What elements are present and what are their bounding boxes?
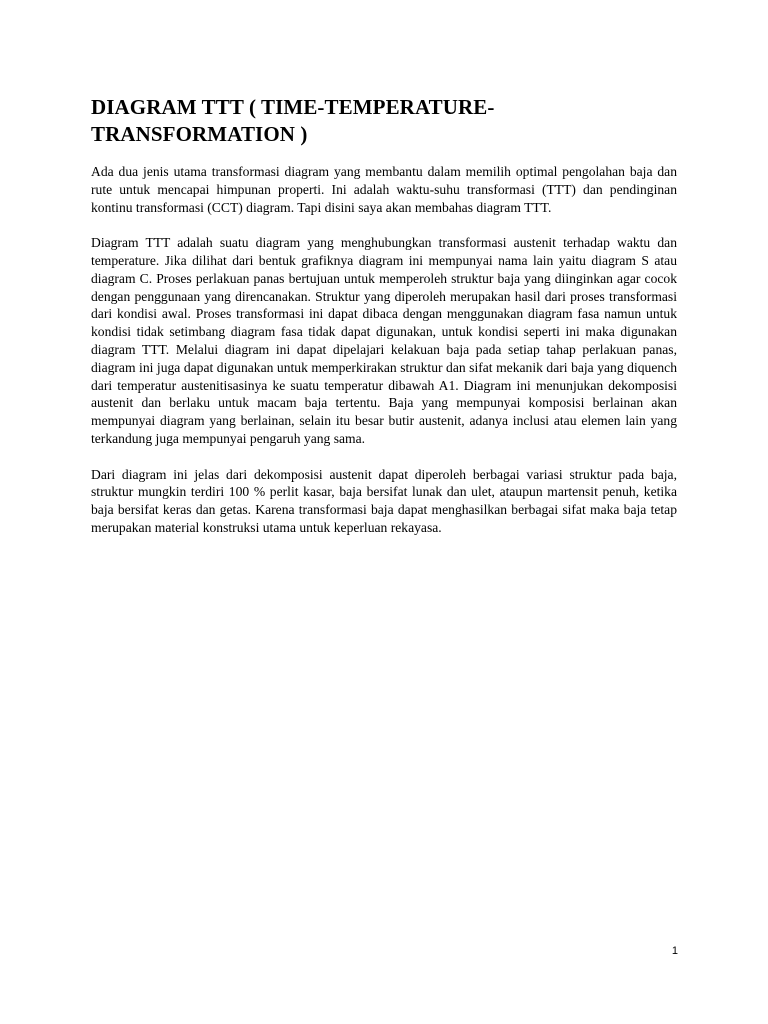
document-body [91, 94, 677, 555]
paragraph-ttt-definition: Diagram TTT adalah suatu diagram yang menghubungkan transformasi austenit terhadap waktu dan temperature. Jika dilihat dari bentuk grafiknya diagram ini mempunyai nama lain yaitu diagram S atau diagram C. Proses perlakuan panas bertujuan untuk memperoleh struktur baja yang diinginkan agar cocok dengan penggunaan yang direncanakan. Struktur yang diperoleh merupakan hasil dari proses transformasi dari kondisi awal. Proses transformasi ini dapat dibaca dengan menggunakan diagram fasa namun untuk kondisi tidak setimbang diagram fasa tidak dapat digunakan, untuk kondisi seperti ini maka digunakan diagram TTT. Melalui diagram ini dapat dipelajari kelakuan baja pada setiap tahap perlakuan panas, diagram ini juga dapat digunakan untuk memperkirakan struktur dan sifat mekanik dari baja yang diquench dari temperatur austenitisasinya ke suatu temperatur dibawah A1. Diagram ini menunjukan dekomposisi austenit dan berlaku untuk macam baja tertentu. Baja yang mempunyai komposisi berlainan akan mempunyai diagram yang berlainan, selain itu besar butir austenit, adanya inclusi atau elemen lain yang terkandung juga mempunyai pengaruh yang sama. [91, 235, 677, 446]
paragraph-conclusion: Dari diagram ini jelas dari dekomposisi austenit dapat diperoleh berbagai variasi struktur pada baja, struktur mungkin terdiri 100 % perlit kasar, baja bersifat lunak dan ulet, ataupun martensit penuh, ketika baja bersifat keras dan getas. Karena transformasi baja dapat menghasilkan berbagai sifat maka baja tetap merupakan material konstruksi utama untuk keperluan rekayasa. [91, 466, 677, 535]
page-number: 1 [671, 945, 678, 957]
document-title: DIAGRAM TTT ( TIME-TEMPERATURE-TRANSFORMATION ) [91, 95, 495, 146]
paragraph-intro: Ada dua jenis utama transformasi diagram yang membantu dalam memilih optimal pengolahan baja dan rute untuk mencapai himpunan properti. Ini adalah waktu-suhu transformasi (TTT) dan pendinginan kontinu transformasi (CCT) diagram. Tapi disini saya akan membahas diagram TTT. [91, 164, 677, 215]
